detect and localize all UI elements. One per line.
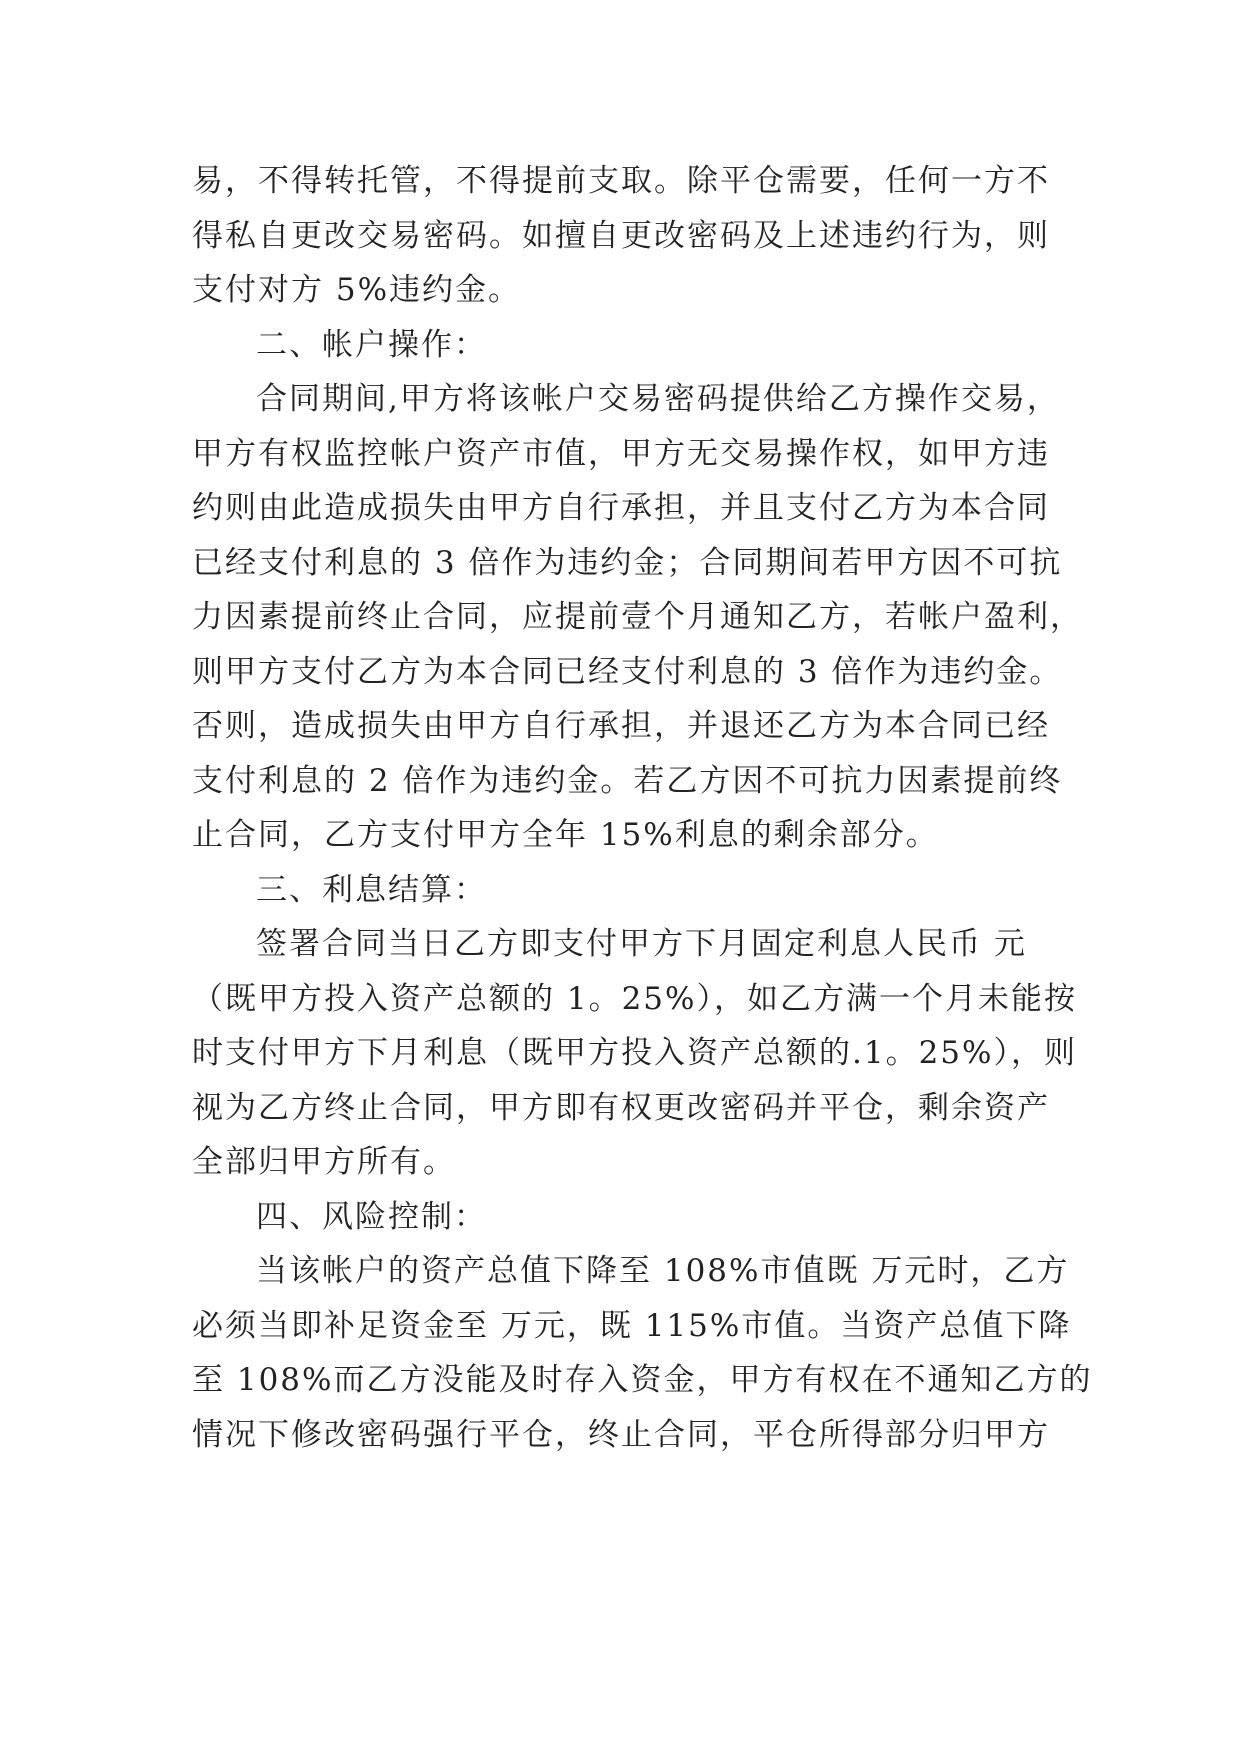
text-line-6: 甲方有权监控帐户资产市值，甲方无交易操作权，如甲方违 bbox=[192, 436, 1050, 472]
text-line-3: 支付对方 5%违约金。 bbox=[192, 272, 522, 308]
text-line-10: 则甲方支付乙方为本合同已经支付利息的 3 倍作为违约金。 bbox=[192, 654, 1063, 690]
section-heading-risk-control: 四、风险控制： bbox=[256, 1199, 487, 1235]
text-line-21: 当该帐户的资产总值下降至 108%市值既 万元时，乙方 bbox=[256, 1253, 1070, 1289]
text-line-1: 易，不得转托管，不得提前支取。除平仓需要，任何一方不 bbox=[192, 163, 1050, 199]
text-line-24: 情况下修改密码强行平仓，终止合同，平仓所得部分归甲方 bbox=[192, 1417, 1050, 1453]
text-line-17: 时支付甲方下月利息（既甲方投入资产总额的.1。25%），则 bbox=[192, 1035, 1077, 1071]
text-line-18: 视为乙方终止合同，甲方即有权更改密码并平仓，剩余资产 bbox=[192, 1090, 1050, 1126]
text-line-13: 止合同，乙方支付甲方全年 15%利息的剩余部分。 bbox=[192, 817, 939, 853]
text-line-2: 得私自更改交易密码。如擅自更改密码及上述违约行为，则 bbox=[192, 218, 1050, 254]
section-heading-interest-settlement: 三、利息结算： bbox=[256, 872, 487, 908]
text-line-9: 力因素提前终止合同，应提前壹个月通知乙方，若帐户盈利， bbox=[192, 599, 1083, 635]
section-heading-account-operation: 二、帐户操作： bbox=[256, 327, 487, 363]
text-line-19: 全部归甲方所有。 bbox=[192, 1144, 456, 1180]
text-line-8: 已经支付利息的 3 倍作为违约金；合同期间若甲方因不可抗 bbox=[192, 545, 1063, 581]
text-line-16: （既甲方投入资产总额的 1。25%），如乙方满一个月未能按 bbox=[192, 981, 1077, 1017]
text-line-15: 签署合同当日乙方即支付甲方下月固定利息人民币 元 bbox=[256, 926, 1027, 962]
text-line-12: 支付利息的 2 倍作为违约金。若乙方因不可抗力因素提前终 bbox=[192, 763, 1063, 799]
text-line-22: 必须当即补足资金至 万元，既 115%市值。当资产总值下降 bbox=[192, 1308, 1072, 1344]
text-line-11: 否则，造成损失由甲方自行承担，并退还乙方为本合同已经 bbox=[192, 708, 1050, 744]
text-line-23: 至 108%而乙方没能及时存入资金，甲方有权在不通知乙方的 bbox=[192, 1362, 1093, 1398]
text-line-7: 约则由此造成损失由甲方自行承担，并且支付乙方为本合同 bbox=[192, 490, 1050, 526]
text-line-5: 合同期间,甲方将该帐户交易密码提供给乙方操作交易， bbox=[256, 381, 1060, 417]
